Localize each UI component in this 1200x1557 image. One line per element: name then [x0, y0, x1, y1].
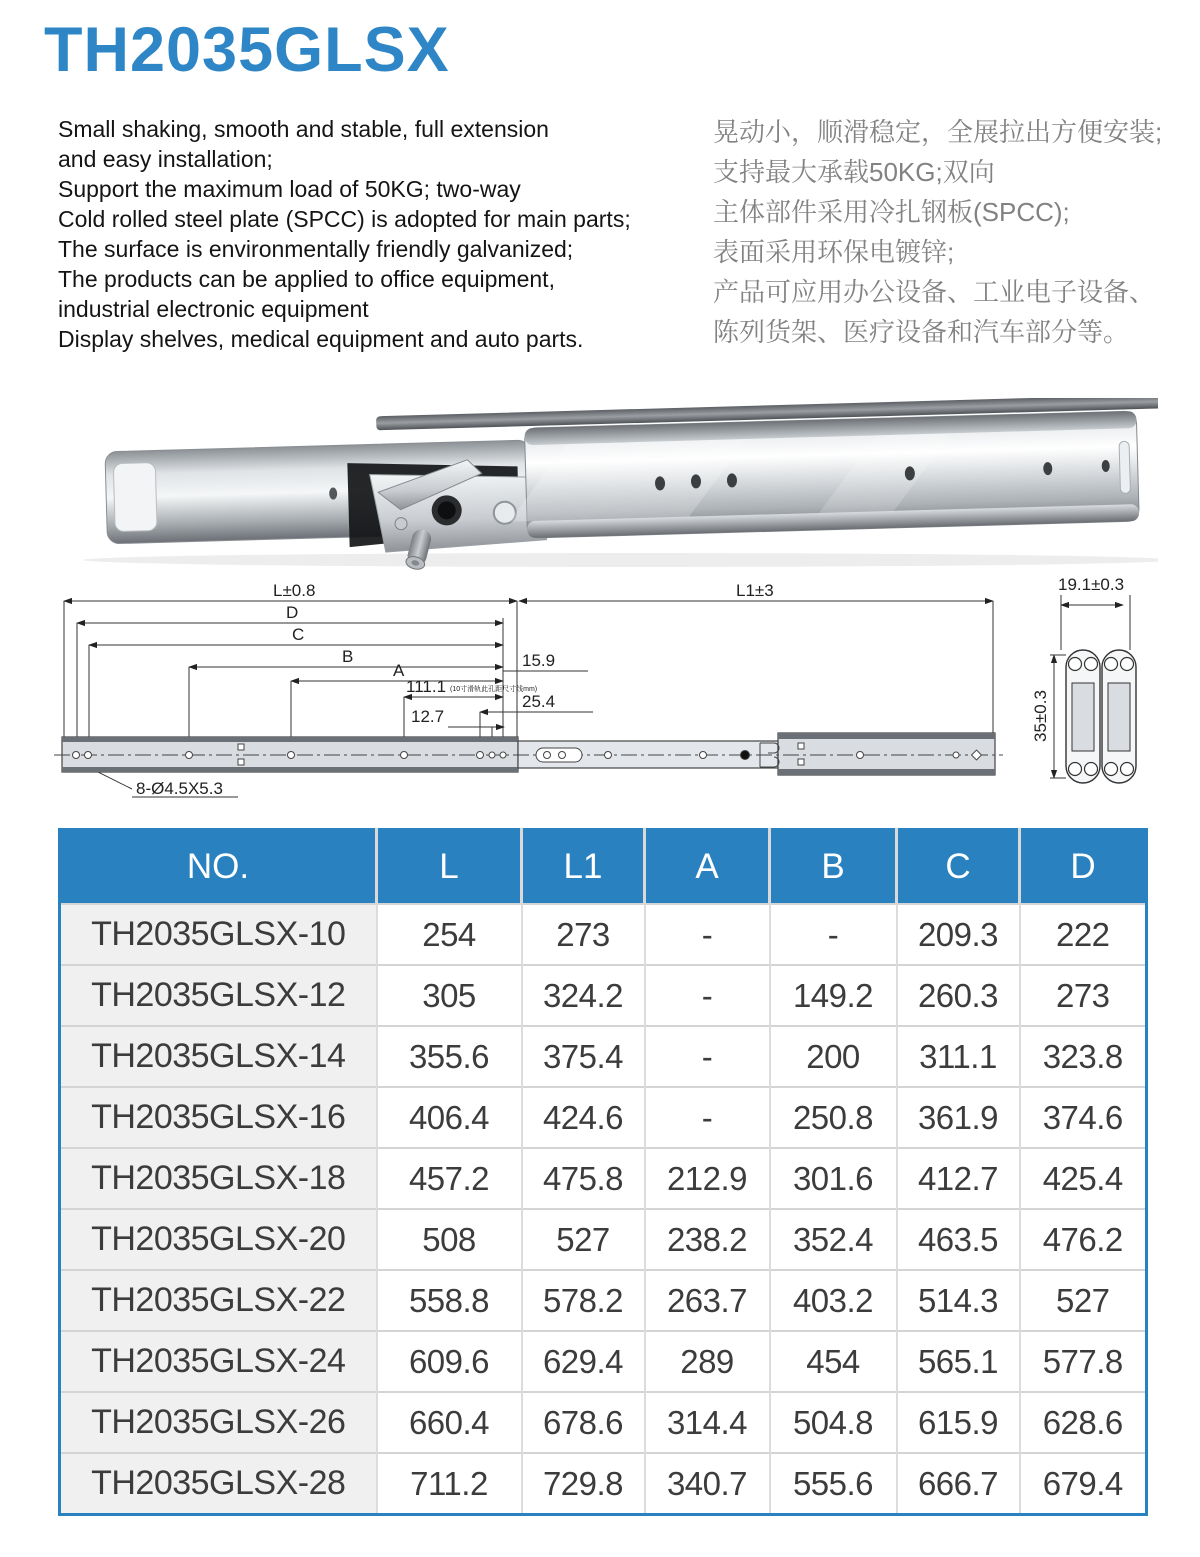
value-cell: 254 — [377, 904, 522, 965]
value-cell: 609.6 — [377, 1331, 522, 1392]
value-cell: 200 — [770, 1026, 897, 1087]
page-title: TH2035GLSX — [44, 15, 450, 85]
value-cell: 666.7 — [897, 1453, 1020, 1515]
value-cell: 273 — [522, 904, 645, 965]
value-cell: 527 — [522, 1209, 645, 1270]
header-no: NO. — [60, 830, 377, 905]
section-height-label: 35±0.3 — [1031, 690, 1050, 742]
model-cell: TH2035GLSX-28 — [60, 1453, 377, 1515]
table-row — [60, 1331, 1147, 1392]
value-cell: 577.8 — [1020, 1331, 1147, 1392]
value-cell: 508 — [377, 1209, 522, 1270]
desc-en-line: industrial electronic equipment — [58, 296, 369, 322]
product-photo — [48, 398, 1158, 573]
drawer-slide-photo — [48, 398, 1158, 573]
value-cell: - — [770, 904, 897, 965]
value-cell: 679.4 — [1020, 1453, 1147, 1515]
value-cell: 565.1 — [897, 1331, 1020, 1392]
value-cell: 289 — [645, 1331, 770, 1392]
desc-en-line: and easy installation; — [58, 146, 273, 172]
header-l1: L1 — [522, 830, 645, 905]
dim-label-a: A — [393, 661, 405, 680]
dim-label-127: 12.7 — [411, 707, 445, 726]
table-row — [60, 1087, 1147, 1148]
rail-cross-section — [1050, 595, 1136, 783]
value-cell: 424.6 — [522, 1087, 645, 1148]
table-body — [60, 904, 1147, 1515]
value-cell: - — [645, 1087, 770, 1148]
value-cell: 504.8 — [770, 1392, 897, 1453]
dim-label-l: L±0.8 — [273, 581, 316, 600]
value-cell: 355.6 — [377, 1026, 522, 1087]
dimension-drawing — [48, 575, 1158, 807]
header-l: L — [377, 830, 522, 905]
desc-en-line: Display shelves, medical equipment and auto parts. — [58, 326, 584, 352]
model-cell: TH2035GLSX-14 — [60, 1026, 377, 1087]
value-cell: 660.4 — [377, 1392, 522, 1453]
description-english — [58, 114, 688, 354]
dim-label-254: 25.4 — [522, 692, 556, 711]
desc-en-line: Cold rolled steel plate (SPCC) is adopted for main parts; — [58, 206, 631, 232]
value-cell: 475.8 — [522, 1148, 645, 1209]
desc-zh-line: 支持最大承载50KG;双向 — [713, 157, 995, 187]
model-cell: TH2035GLSX-12 — [60, 965, 377, 1026]
desc-zh-line: 陈列货架、医疗设备和汽车部分等。 — [713, 317, 1130, 347]
value-cell: 149.2 — [770, 965, 897, 1026]
table-header — [60, 830, 1147, 905]
table-row — [60, 1453, 1147, 1515]
value-cell: - — [645, 1026, 770, 1087]
model-cell: TH2035GLSX-20 — [60, 1209, 377, 1270]
value-cell: - — [645, 904, 770, 965]
desc-en-line: Small shaking, smooth and stable, full extension — [58, 116, 549, 142]
table-row — [60, 904, 1147, 965]
table-row — [60, 1209, 1147, 1270]
desc-en-line: Support the maximum load of 50KG; two-way — [58, 176, 521, 202]
description-chinese — [713, 112, 1183, 352]
value-cell: 311.1 — [897, 1026, 1020, 1087]
spec-table — [58, 828, 1148, 1516]
value-cell: 263.7 — [645, 1270, 770, 1331]
value-cell: 250.8 — [770, 1087, 897, 1148]
value-cell: 324.2 — [522, 965, 645, 1026]
technical-drawing — [48, 575, 1158, 807]
value-cell: 558.8 — [377, 1270, 522, 1331]
value-cell: 454 — [770, 1331, 897, 1392]
desc-en-line: The products can be applied to office equipment, — [58, 266, 555, 292]
value-cell: 273 — [1020, 965, 1147, 1026]
value-cell: 340.7 — [645, 1453, 770, 1515]
desc-zh-line: 主体部件采用冷扎钢板(SPCC); — [713, 197, 1070, 227]
model-cell: TH2035GLSX-18 — [60, 1148, 377, 1209]
dim-label-b: B — [342, 647, 354, 666]
header-b: B — [770, 830, 897, 905]
table-row — [60, 1392, 1147, 1453]
value-cell: 678.6 — [522, 1392, 645, 1453]
value-cell: 301.6 — [770, 1148, 897, 1209]
value-cell: 314.4 — [645, 1392, 770, 1453]
desc-zh-line: 晃动小，顺滑稳定，全展拉出方便安装; — [713, 117, 1163, 147]
value-cell: 374.6 — [1020, 1087, 1147, 1148]
inner-rail-endcap — [113, 462, 157, 531]
value-cell: 375.4 — [522, 1026, 645, 1087]
value-cell: 406.4 — [377, 1087, 522, 1148]
value-cell: 352.4 — [770, 1209, 897, 1270]
value-cell: 305 — [377, 965, 522, 1026]
table-row — [60, 1026, 1147, 1087]
dim-label-c: C — [292, 625, 305, 644]
value-cell: 222 — [1020, 904, 1147, 965]
value-cell: 514.3 — [897, 1270, 1020, 1331]
value-cell: 578.2 — [522, 1270, 645, 1331]
header-d: D — [1020, 830, 1147, 905]
model-cell: TH2035GLSX-10 — [60, 904, 377, 965]
photo-shadow — [83, 553, 1158, 567]
value-cell: 323.8 — [1020, 1026, 1147, 1087]
header-a: A — [645, 830, 770, 905]
value-cell: 209.3 — [897, 904, 1020, 965]
dim-label-d: D — [286, 603, 299, 622]
model-cell: TH2035GLSX-26 — [60, 1392, 377, 1453]
table-row — [60, 1148, 1147, 1209]
value-cell: 476.2 — [1020, 1209, 1147, 1270]
value-cell: - — [645, 965, 770, 1026]
value-cell: 527 — [1020, 1270, 1147, 1331]
dim-label-l1: L1±3 — [736, 581, 774, 600]
value-cell: 555.6 — [770, 1453, 897, 1515]
value-cell: 425.4 — [1020, 1148, 1147, 1209]
value-cell: 711.2 — [377, 1453, 522, 1515]
model-cell: TH2035GLSX-22 — [60, 1270, 377, 1331]
value-cell: 361.9 — [897, 1087, 1020, 1148]
rail-side-view — [54, 733, 1003, 775]
section-width-label: 19.1±0.3 — [1058, 575, 1125, 594]
value-cell: 412.7 — [897, 1148, 1020, 1209]
table-row — [60, 1270, 1147, 1331]
dim-label-111: 111.1 — [406, 677, 447, 696]
value-cell: 457.2 — [377, 1148, 522, 1209]
value-cell: 463.5 — [897, 1209, 1020, 1270]
header-c: C — [897, 830, 1020, 905]
desc-zh-line: 产品可应用办公设备、工业电子设备、 — [713, 277, 1156, 307]
value-cell: 238.2 — [645, 1209, 770, 1270]
dim-note-111: (10寸滑轨此孔距尺寸线mm) — [450, 686, 538, 693]
model-cell: TH2035GLSX-24 — [60, 1331, 377, 1392]
value-cell: 729.8 — [522, 1453, 645, 1515]
value-cell: 260.3 — [897, 965, 1020, 1026]
value-cell: 615.9 — [897, 1392, 1020, 1453]
desc-en-line: The surface is environmentally friendly galvanized; — [58, 236, 574, 262]
holes-callout: 8-Ø4.5X5.3 — [136, 779, 223, 798]
desc-zh-line: 表面采用环保电镀锌; — [713, 237, 955, 267]
table-row — [60, 965, 1147, 1026]
value-cell: 628.6 — [1020, 1392, 1147, 1453]
value-cell: 629.4 — [522, 1331, 645, 1392]
model-cell: TH2035GLSX-16 — [60, 1087, 377, 1148]
value-cell: 403.2 — [770, 1270, 897, 1331]
value-cell: 212.9 — [645, 1148, 770, 1209]
dim-label-159: 15.9 — [522, 651, 556, 670]
